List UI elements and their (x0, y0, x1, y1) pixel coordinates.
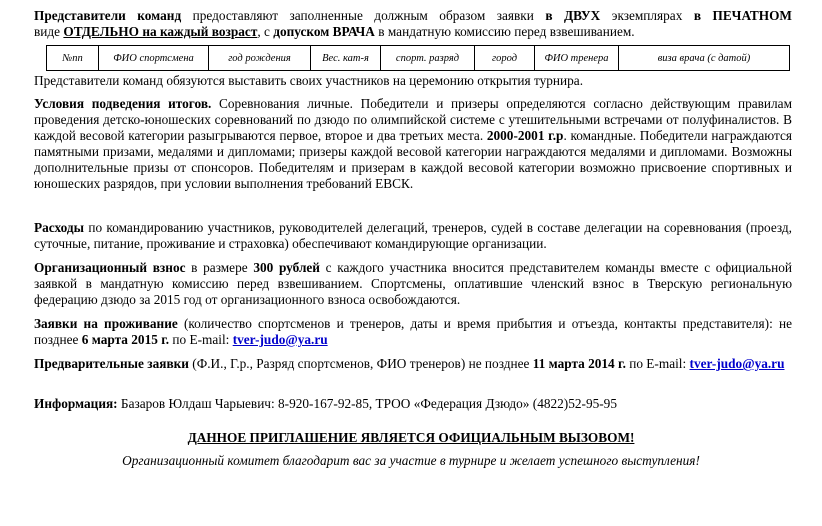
table-header-cell: спорт. разряд (381, 46, 475, 71)
results-label: Условия подведения итогов. (34, 96, 212, 111)
fee-paragraph: Организационный взнос в размере 300 рублей с каждого участника вносится представителем команды вместе с официальной заявкой в мандатную комиссию перед взвешиванием. Спортсмены, оплатившие членский взнос в Тверскую региональную федерацию дзюдо за 2015 год от организационного взноса освобождаются. (34, 260, 793, 307)
table-header-cell: город (475, 46, 535, 71)
results-paragraph: Условия подведения итогов. Соревнования личные. Победители и призеры определяются согласно действующим правилам проведения детско-юношеских соревнований по дзюдо по олимпийской системе с утешительными встречами от полуфиналистов. В каждой весовой категории разыгрываются первое, второе и два третьих места. 2000-2001 г.р. командные. Победители награждаются памятными призами, медалями и дипломами; призеры каждой весовой категории награждаются медалями и дипломами. Возможны дополнительные призы от спонсоров. Победителям и призерам в каждой весовой категории возможно присвоение спортивных и юношеских разрядов, при условии выполнения требований ЕВСК. (34, 96, 792, 191)
lodging-paragraph: Заявки на проживание (количество спортсменов и тренеров, даты и время прибытия и отъезда, контакты представителя): не позднее 6 марта 2015 г. по E-mail: tver-judo@ya.ru (34, 316, 792, 347)
official-title: ДАННОЕ ПРИГЛАШЕНИЕ ЯВЛЯЕТСЯ ОФИЦИАЛЬНЫМ ВЫЗОВОМ! (187, 430, 635, 445)
thanks-line: Организационный комитет благодарит вас за участие в турнире и желает успешного выступления! (122, 453, 700, 468)
fee-amount: 300 рублей (253, 260, 320, 275)
table-header-cell: год рождения (209, 46, 311, 71)
table-header-cell: виза врача (с датой) (619, 46, 790, 71)
table-header-cell: ФИО тренера (535, 46, 619, 71)
lodging-email-link[interactable]: tver-judo@ya.ru (232, 332, 328, 347)
lodging-label: Заявки на проживание (34, 316, 178, 331)
intro-label: Представители команд (34, 8, 182, 23)
ceremony-paragraph: Представители команд обязуются выставить своих участников на церемонию открытия турнира. (34, 73, 584, 88)
prelim-label: Предварительные заявки (34, 356, 189, 371)
info-paragraph: Информация: Базаров Юлдаш Чарыевич: 8-920-167-92-85, ТРОО «Федерация Дзюдо» (4822)52-95-95 (34, 396, 617, 411)
expenses-paragraph: Расходы по командированию участников, руководителей делегаций, тренеров, судей в составе делегации на соревнования (проезд, суточные, питание, проживание и страховка) обеспечивают командирующие организации. (34, 220, 792, 251)
info-label: Информация: (34, 396, 118, 411)
table-header-cell: ФИО спортсмена (99, 46, 209, 71)
doctor-clearance: допуском ВРАЧА (273, 24, 375, 39)
intro-paragraph: Представители команд предоставляют заполненные должным образом заявки в ДВУХ экземплярах в ПЕЧАТНОМ виде ОТДЕЛЬНО на каждый возраст, с допуском ВРАЧА в мандатную комиссию перед взвешиванием. (34, 8, 792, 39)
application-columns-table (46, 45, 790, 71)
prelim-email-link[interactable]: tver-judo@ya.ru (689, 356, 785, 371)
table-header-cell: №пп (47, 46, 99, 71)
expenses-label: Расходы (34, 220, 85, 235)
fee-label: Организационный взнос (34, 260, 186, 275)
table-header-cell: Вес. кат-я (311, 46, 381, 71)
prelim-paragraph: Предварительные заявки (Ф.И., Г.р., Разряд спортсменов, ФИО тренеров) не позднее 11 марта 2014 г. по E-mail: tver-judo@ya.ru (34, 356, 785, 371)
table-header-row (47, 46, 790, 71)
separate-per-age: ОТДЕЛЬНО на каждый возраст (63, 24, 258, 39)
